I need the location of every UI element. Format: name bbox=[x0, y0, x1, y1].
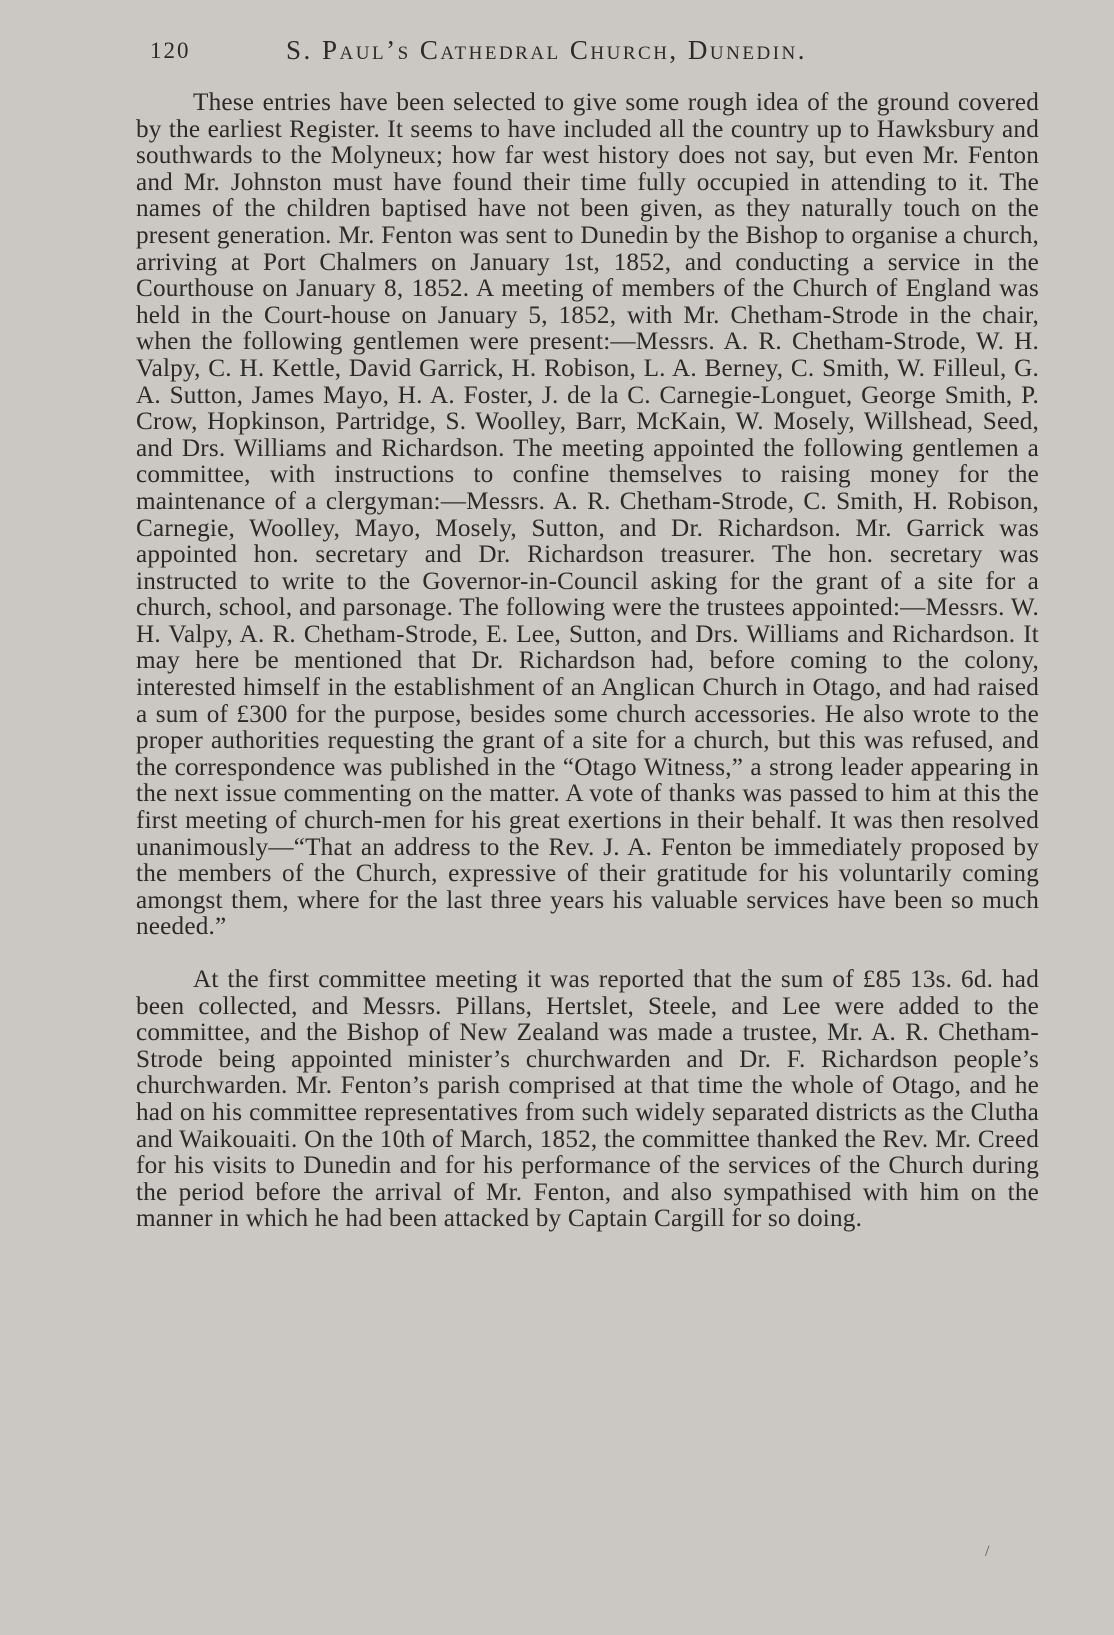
stray-mark: / bbox=[985, 1543, 990, 1560]
running-head bbox=[136, 32, 1036, 72]
paragraph-first-committee: At the first committee meeting it was reported that the sum of £85 13s. 6d. had been collected, and Messrs. Pillans, Hertslet, Steele, and Lee were added to the committee, and the Bishop of New Zealand was made a trustee, Mr. A. R. Chetham-Strode being appointed minister’s churchwarden and Dr. F. Richardson people’s churchwarden. Mr. Fenton’s parish comprised at that time the whole of Otago, and he had on his committee representatives from such widely separated districts as the Clutha and Waikouaiti. On the 10th of March, 1852, the committee thanked the Rev. Mr. Creed for his visits to Dunedin and for his performance of the services of the Church during the period before the arrival of Mr. Fenton, and also sympathised with him on the manner in which he had been attacked by Captain Cargill for so doing. bbox=[136, 966, 1039, 1233]
page-title: S. Paul’s Cathedral Church, Dunedin. bbox=[286, 35, 808, 65]
body-text bbox=[136, 90, 1039, 1233]
page-number: 120 bbox=[150, 38, 191, 63]
paragraph-early-register: These entries have been selected to give some rough idea of the ground covered by the earliest Register. It seems to have included all the country up to Hawksbury and southwards to the Molyneux; how far west history does not say, but even Mr. Fenton and Mr. Johnston must have found their time fully occupied in attending to it. The names of the children baptised have not been given, as they naturally touch on the present generation. Mr. Fenton was sent to Dunedin by the Bishop to organise a church, arriving at Port Chalmers on January 1st, 1852, and conducting a service in the Courthouse on January 8, 1852. A meeting of members of the Church of England was held in the Court-house on January 5, 1852, with Mr. Chetham-Strode in the chair, when the following gentlemen were present:—Messrs. A. R. Chetham-Strode, W. H. Valpy, C. H. Kettle, David Garrick, H. Robison, L. A. Berney, C. Smith, W. Filleul, G. A. Sutton, James Mayo, H. A. Foster, J. de la C. Carnegie-Longuet, George Smith, P. Crow, Hopkinson, Partridge, S. Woolley, Barr, McKain, W. Mosely, Willshead, Seed, and Drs. Williams and Richardson. The meeting appointed the following gentlemen a committee, with instructions to confine themselves to raising money for the maintenance of a clergyman:—Messrs. A. R. Chetham-Strode, C. Smith, H. Robison, Carnegie, Woolley, Mayo, Mosely, Sutton, and Dr. Richardson. Mr. Garrick was appointed hon. secretary and Dr. Richardson treasurer. The hon. secretary was instructed to write to the Governor-in-Council asking for the grant of a site for a church, school, and parsonage. The following were the trustees appointed:—Messrs. W. H. Valpy, A. R. Chetham-Strode, E. Lee, Sutton, and Drs. Williams and Richardson. It may here be mentioned that Dr. Richardson had, before coming to the colony, interested himself in the establishment of an Anglican Church in Otago, and had raised a sum of £300 for the purpose, besides some church accessories. He also wrote to the proper authorities requesting the grant of a site for a church, but this was refused, and the correspondence was published in the “Otago Witness,” a strong leader appearing in the next issue commenting on the matter. A vote of thanks was passed to him at this the first meeting of church-men for his great exertions in their behalf. It was then resolved unanimously—“That an address to the Rev. J. A. Fenton be immediately proposed by the members of the Church, expressive of their gratitude for his voluntarily coming amongst them, where for the last three years his valuable services have been so much needed.” bbox=[136, 89, 1039, 941]
